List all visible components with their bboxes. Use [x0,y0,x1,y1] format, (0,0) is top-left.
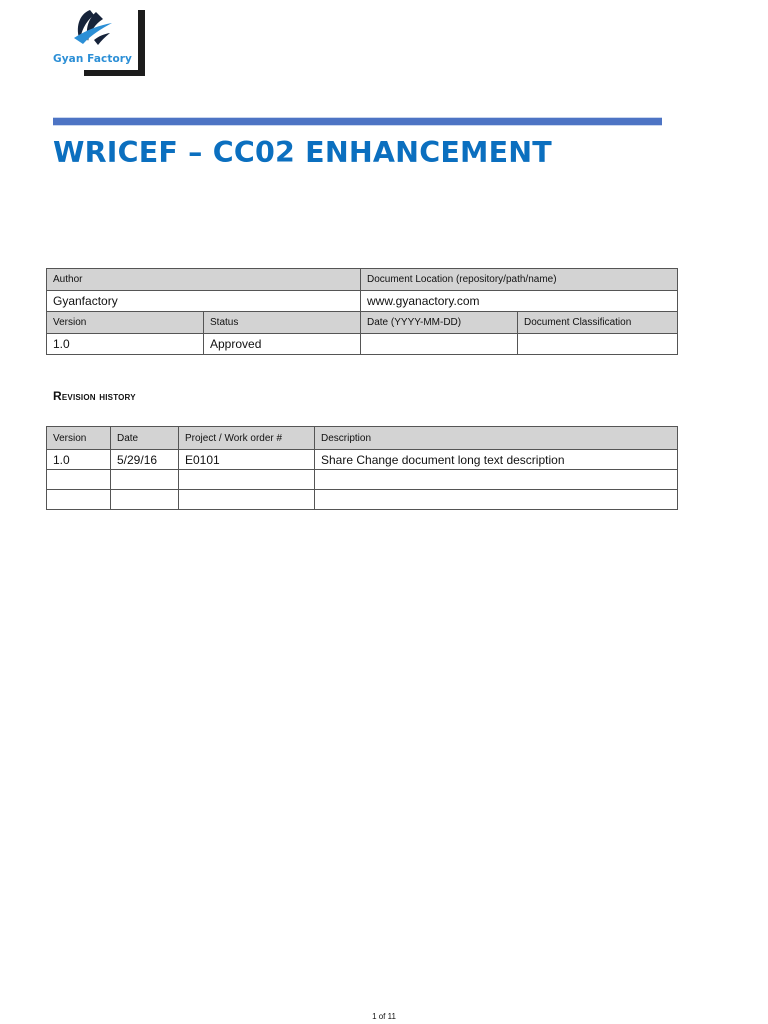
column-header-description: Description [315,427,678,450]
revision-history-heading: Revision history [53,389,136,403]
logo-bracket-horizontal [84,70,145,76]
status-label: Status [204,312,361,334]
page-number: 1 of 11 [372,1012,396,1021]
table-cell: Share Change document long text description [315,450,678,470]
column-header-version: Version [47,427,111,450]
date-value [361,334,518,355]
table-cell [47,490,111,510]
location-label: Document Location (repository/path/name) [361,269,678,291]
table-cell [315,470,678,490]
sail-swoosh-icon [70,8,114,48]
table-cell: 1.0 [47,450,111,470]
author-label: Author [47,269,361,291]
table-cell: E0101 [179,450,315,470]
classification-label: Document Classification [518,312,678,334]
table-row [47,450,678,470]
date-label: Date (YYYY-MM-DD) [361,312,518,334]
logo-bracket-vertical [138,10,145,76]
table-row [47,490,678,510]
table-cell [179,490,315,510]
status-value: Approved [204,334,361,355]
table-row [47,470,678,490]
table-cell [315,490,678,510]
table-cell [111,470,179,490]
location-value: www.gyanactory.com [361,291,678,312]
table-cell [111,490,179,510]
version-value: 1.0 [47,334,204,355]
table-cell [179,470,315,490]
logo-text: Gyan Factory [53,53,133,65]
revision-history-table [46,426,678,510]
classification-value [518,334,678,355]
table-cell [47,470,111,490]
document-title: WRICEF – CC02 ENHANCEMENT [53,136,552,169]
table-header-row [47,427,678,450]
table-cell: 5/29/16 [111,450,179,470]
column-header-project: Project / Work order # [179,427,315,450]
document-info-table [46,268,678,355]
title-rule [53,117,662,126]
company-logo [50,8,146,76]
version-label: Version [47,312,204,334]
author-value: Gyanfactory [47,291,361,312]
column-header-date: Date [111,427,179,450]
